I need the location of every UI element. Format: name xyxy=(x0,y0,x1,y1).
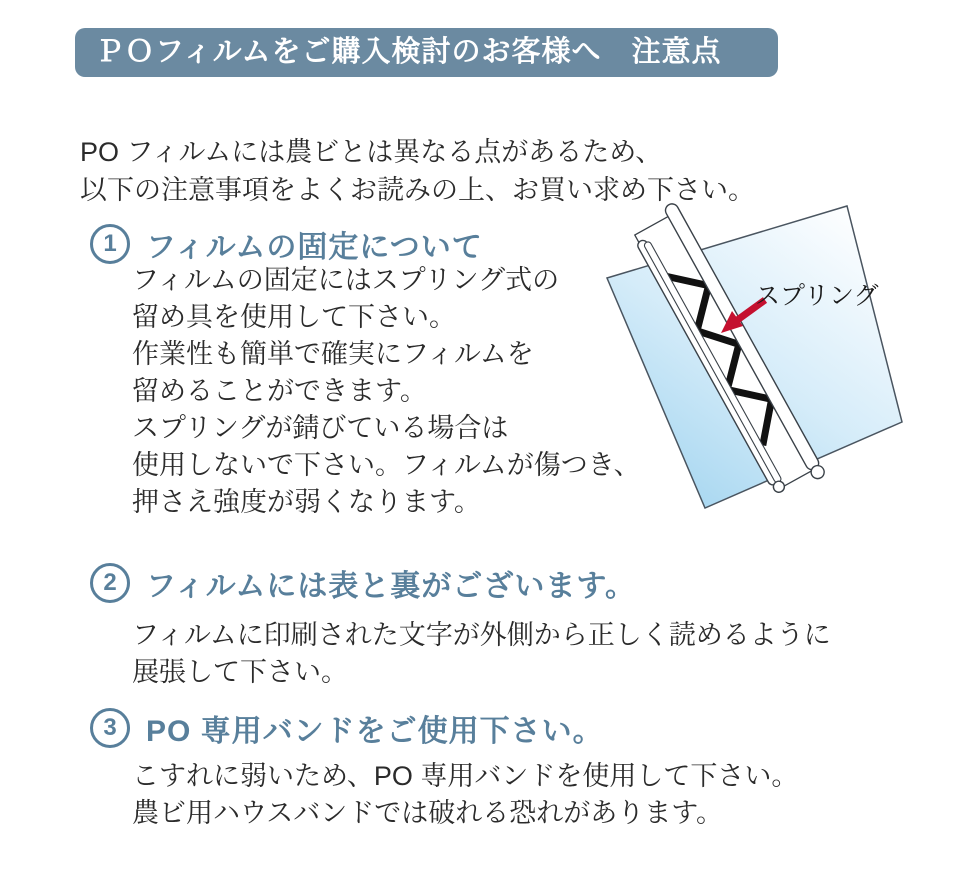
spring-label: スプリング xyxy=(755,282,879,310)
body-line: 留めることができます。 xyxy=(132,376,427,406)
spring-fastener-drawing xyxy=(585,192,980,537)
body-line: フィルムに印刷された文字が外側から正しく読めるように xyxy=(132,620,831,650)
body-line: こすれに弱いため、PO 専用バンドを使用して下さい。 xyxy=(132,761,799,791)
section-3-number-badge: 3 xyxy=(90,708,130,748)
section-3-title: PO 専用バンドをご使用下さい。 xyxy=(146,715,604,748)
body-line: フィルムの固定にはスプリング式の xyxy=(132,265,560,295)
body-line: 農ビ用ハウスバンドでは破れる恐れがあります。 xyxy=(132,798,724,828)
section-3-header xyxy=(90,706,604,750)
body-line: 押さえ強度が弱くなります。 xyxy=(132,487,481,517)
body-line: スプリングが錆びている場合は xyxy=(132,413,509,443)
section-2-body xyxy=(132,617,831,691)
section-3-body xyxy=(132,758,798,832)
section-2-title: フィルムには表と裏がございます。 xyxy=(146,570,636,603)
page-title-banner: ＰＯフィルムをご購入検討のお客様へ 注意点 xyxy=(75,28,778,77)
body-line: 作業性も簡単で確実にフィルムを xyxy=(132,339,534,369)
section-1-header xyxy=(90,222,483,266)
section-1-title: フィルムの固定について xyxy=(146,231,483,264)
body-line: 展張して下さい。 xyxy=(132,657,348,687)
body-line: 使用しないで下さい。フィルムが傷つき、 xyxy=(132,450,641,480)
section-2-header xyxy=(90,561,636,605)
intro-line-1: PO フィルムには農ビとは異なる点があるため、 xyxy=(80,137,663,167)
intro-line-2: 以下の注意事項をよくお読みの上、お買い求め下さい。 xyxy=(80,175,755,205)
section-1-number-badge: 1 xyxy=(90,224,130,264)
section-2-number-badge: 2 xyxy=(90,563,130,603)
section-1-body xyxy=(132,262,641,521)
spring-fastener-illustration xyxy=(585,192,980,537)
body-line: 留め具を使用して下さい。 xyxy=(132,302,456,332)
